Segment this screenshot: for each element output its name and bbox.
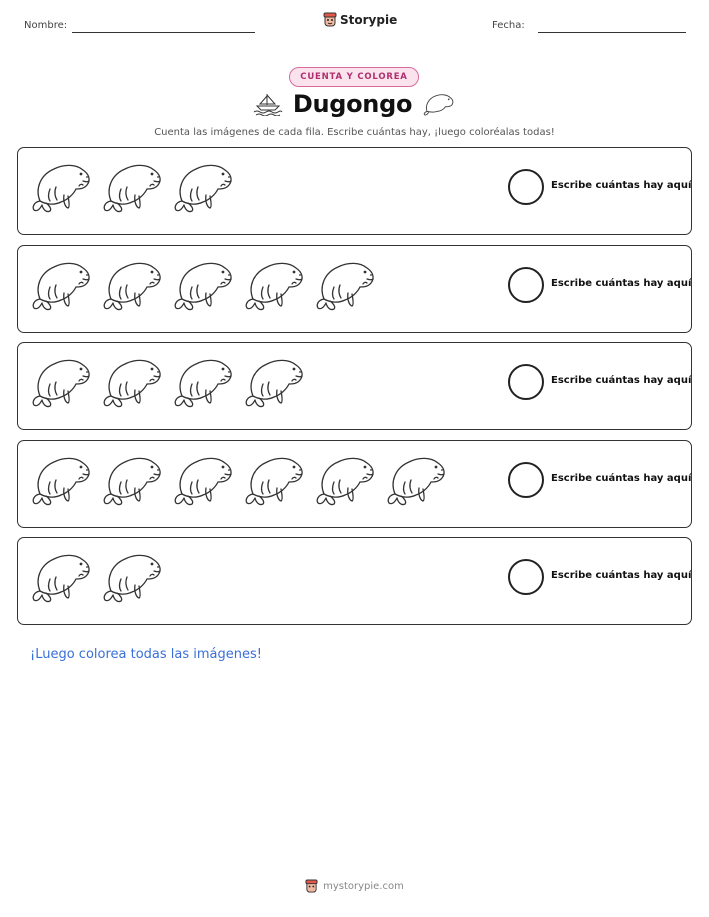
dugong-icon	[101, 551, 163, 607]
dugong-icon	[30, 551, 92, 607]
name-field[interactable]	[72, 32, 255, 33]
footer-note: ¡Luego colorea todas las imágenes!	[30, 647, 262, 662]
dugong-icon	[30, 161, 92, 217]
dugong-icon	[422, 92, 456, 116]
answer-label: Escribe cuántas hay aquí	[551, 375, 692, 386]
answer-label: Escribe cuántas hay aquí	[551, 473, 692, 484]
dugong-icon	[172, 356, 234, 412]
brand-name: Storypie	[340, 13, 398, 27]
dugong-icon	[314, 454, 376, 510]
image-group	[30, 356, 305, 412]
dugong-icon	[314, 259, 376, 315]
image-group	[30, 454, 447, 510]
dugong-icon	[243, 356, 305, 412]
name-label: Nombre:	[24, 20, 68, 31]
dugong-icon	[172, 161, 234, 217]
boat-icon	[253, 92, 283, 116]
image-group	[30, 161, 234, 217]
answer-circle[interactable]	[508, 364, 544, 400]
storypie-logo-icon	[305, 879, 318, 894]
activity-badge: CUENTA Y COLOREA	[289, 67, 419, 87]
storypie-logo-icon	[323, 12, 337, 28]
instructions: Cuenta las imágenes de cada fila. Escribe cuántas hay, ¡luego coloréalas todas!	[154, 127, 555, 138]
footer	[0, 879, 709, 894]
image-group	[30, 551, 163, 607]
dugong-icon	[101, 259, 163, 315]
counting-row	[17, 245, 692, 333]
answer-circle[interactable]	[508, 559, 544, 595]
counting-row	[17, 342, 692, 430]
footer-url: mystorypie.com	[323, 881, 404, 892]
counting-row	[17, 147, 692, 235]
answer-label: Escribe cuántas hay aquí	[551, 180, 692, 191]
counting-row	[17, 440, 692, 528]
date-label: Fecha:	[492, 20, 525, 31]
storypie-logo	[323, 12, 397, 28]
dugong-icon	[101, 454, 163, 510]
answer-circle[interactable]	[508, 267, 544, 303]
counting-row	[17, 537, 692, 625]
dugong-icon	[30, 454, 92, 510]
answer-label: Escribe cuántas hay aquí	[551, 278, 692, 289]
answer-circle[interactable]	[508, 462, 544, 498]
dugong-icon	[172, 454, 234, 510]
dugong-icon	[101, 356, 163, 412]
page-title: Dugongo	[292, 90, 413, 118]
dugong-icon	[385, 454, 447, 510]
dugong-icon	[243, 454, 305, 510]
date-field[interactable]	[538, 32, 686, 33]
dugong-icon	[30, 356, 92, 412]
dugong-icon	[30, 259, 92, 315]
title-row	[0, 90, 709, 118]
dugong-icon	[101, 161, 163, 217]
dugong-icon	[172, 259, 234, 315]
answer-circle[interactable]	[508, 169, 544, 205]
dugong-icon	[243, 259, 305, 315]
answer-label: Escribe cuántas hay aquí	[551, 570, 692, 581]
image-group	[30, 259, 376, 315]
